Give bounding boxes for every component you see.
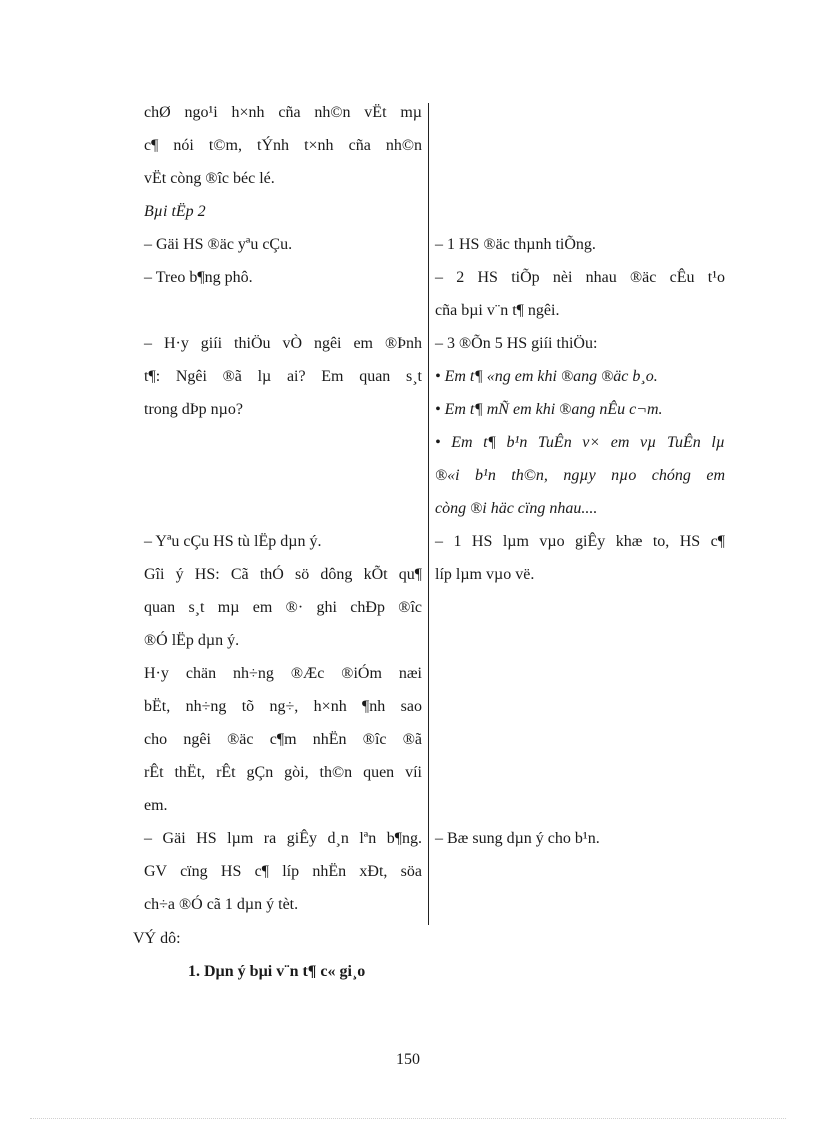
teacher-activity-line: t¶: Ngêi ®ã lµ ai? Em quan s¸t (144, 368, 422, 385)
student-activity-line: còng ®i häc cïng nhau.... (435, 500, 598, 517)
teacher-activity-line: rÊt thËt, rÊt gÇn gòi, th©n quen víi (144, 764, 422, 781)
student-activity-line (435, 162, 725, 195)
teacher-activity-line: Gîi ý HS: Cã thÓ sö dông kÕt qu¶ (144, 566, 422, 583)
teacher-activity-line: chØ ngo¹i h×nh cña nh©n vËt mµ (144, 104, 422, 121)
column-divider (428, 103, 429, 925)
student-activity-line: – 1 HS lµm vµo giÊy khæ to, HS c¶ (435, 533, 725, 550)
teacher-activity-line: – Gäi HS lµm ra giÊy d¸n lªn b¶ng. (144, 830, 422, 847)
student-activities-column (435, 96, 725, 855)
teacher-activity-line: em. (144, 797, 168, 814)
student-activity-line: ®«i b¹n th©n, ngµy nµo chóng em (435, 467, 725, 484)
student-activity-line: • Em t¶ b¹n TuÊn v× em vµ TuÊn lµ (435, 434, 725, 451)
teacher-activity-line: – H·y giíi thiÖu vÒ ngêi em ®Þnh (144, 335, 422, 352)
student-activity-line (435, 723, 725, 756)
student-activity-line: – 3 ®Õn 5 HS giíi thiÖu: (435, 335, 598, 352)
student-activity-line (435, 624, 725, 657)
student-activity-line (435, 591, 725, 624)
section-heading: 1. Dµn ý bµi v¨n t¶ c« gi¸o (188, 963, 366, 980)
teacher-activity-line: ®Ó lËp dµn ý. (144, 632, 240, 649)
student-activity-line: – 2 HS tiÕp nèi nhau ®äc cÊu t¹o (435, 269, 725, 286)
student-activity-line: – Bæ sung dµn ý cho b¹n. (435, 830, 600, 847)
teacher-activity-line: c¶ nói t©m, tÝnh t×nh cña nh©n (144, 137, 422, 154)
student-activity-line: cña bµi v¨n t¶ ngêi. (435, 302, 560, 319)
student-activity-line: líp lµm vµo vë. (435, 566, 535, 583)
teacher-activity-line: vËt còng ®îc béc lé. (144, 170, 275, 187)
teacher-activity-line (144, 459, 422, 492)
teacher-activity-line (144, 426, 422, 459)
footer-dotted-line (30, 1118, 786, 1119)
teacher-activity-line: GV cïng HS c¶ líp nhËn xÐt, söa (144, 863, 422, 880)
student-activity-line (435, 129, 725, 162)
student-activity-line (435, 690, 725, 723)
teacher-activity-line: cho ngêi ®äc c¶m nhËn ®îc ®ã (144, 731, 422, 748)
teacher-activity-line: H·y chän nh÷ng ®Æc ®iÓm næi (144, 665, 422, 682)
page-number: 150 (396, 1051, 420, 1068)
teacher-activity-line: – Treo b¶ng phô. (144, 269, 253, 286)
student-activity-line (435, 657, 725, 690)
teacher-activity-line: – Gäi HS ®äc yªu cÇu. (144, 236, 293, 253)
student-activity-line: • Em t¶ mÑ em khi ®ang nÊu c¬m. (435, 401, 663, 418)
teacher-activity-line: Bµi tËp 2 (144, 203, 206, 220)
student-activity-line (435, 789, 725, 822)
teacher-activity-line (144, 294, 422, 327)
student-activity-line (435, 195, 725, 228)
teacher-activity-line: ch÷a ®Ó cã 1 dµn ý tèt. (144, 896, 299, 913)
teacher-activity-line: quan s¸t mµ em ®· ghi chÐp ®îc (144, 599, 422, 616)
teacher-activity-line: – Yªu cÇu HS tù lËp dµn ý. (144, 533, 322, 550)
student-activity-line (435, 96, 725, 129)
teacher-activity-line (144, 492, 422, 525)
student-activity-line: • Em t¶ «ng em khi ®ang ®äc b¸o. (435, 368, 658, 385)
student-activity-line (435, 756, 725, 789)
student-activity-line: – 1 HS ®äc thµnh tiÕng. (435, 236, 596, 253)
teacher-activity-line: trong dÞp nµo? (144, 401, 243, 418)
teacher-activity-line: bËt, nh÷ng tõ ng÷, h×nh ¶nh sao (144, 698, 422, 715)
teacher-activities-column (144, 96, 422, 921)
example-label: VÝ dô: (133, 930, 181, 947)
